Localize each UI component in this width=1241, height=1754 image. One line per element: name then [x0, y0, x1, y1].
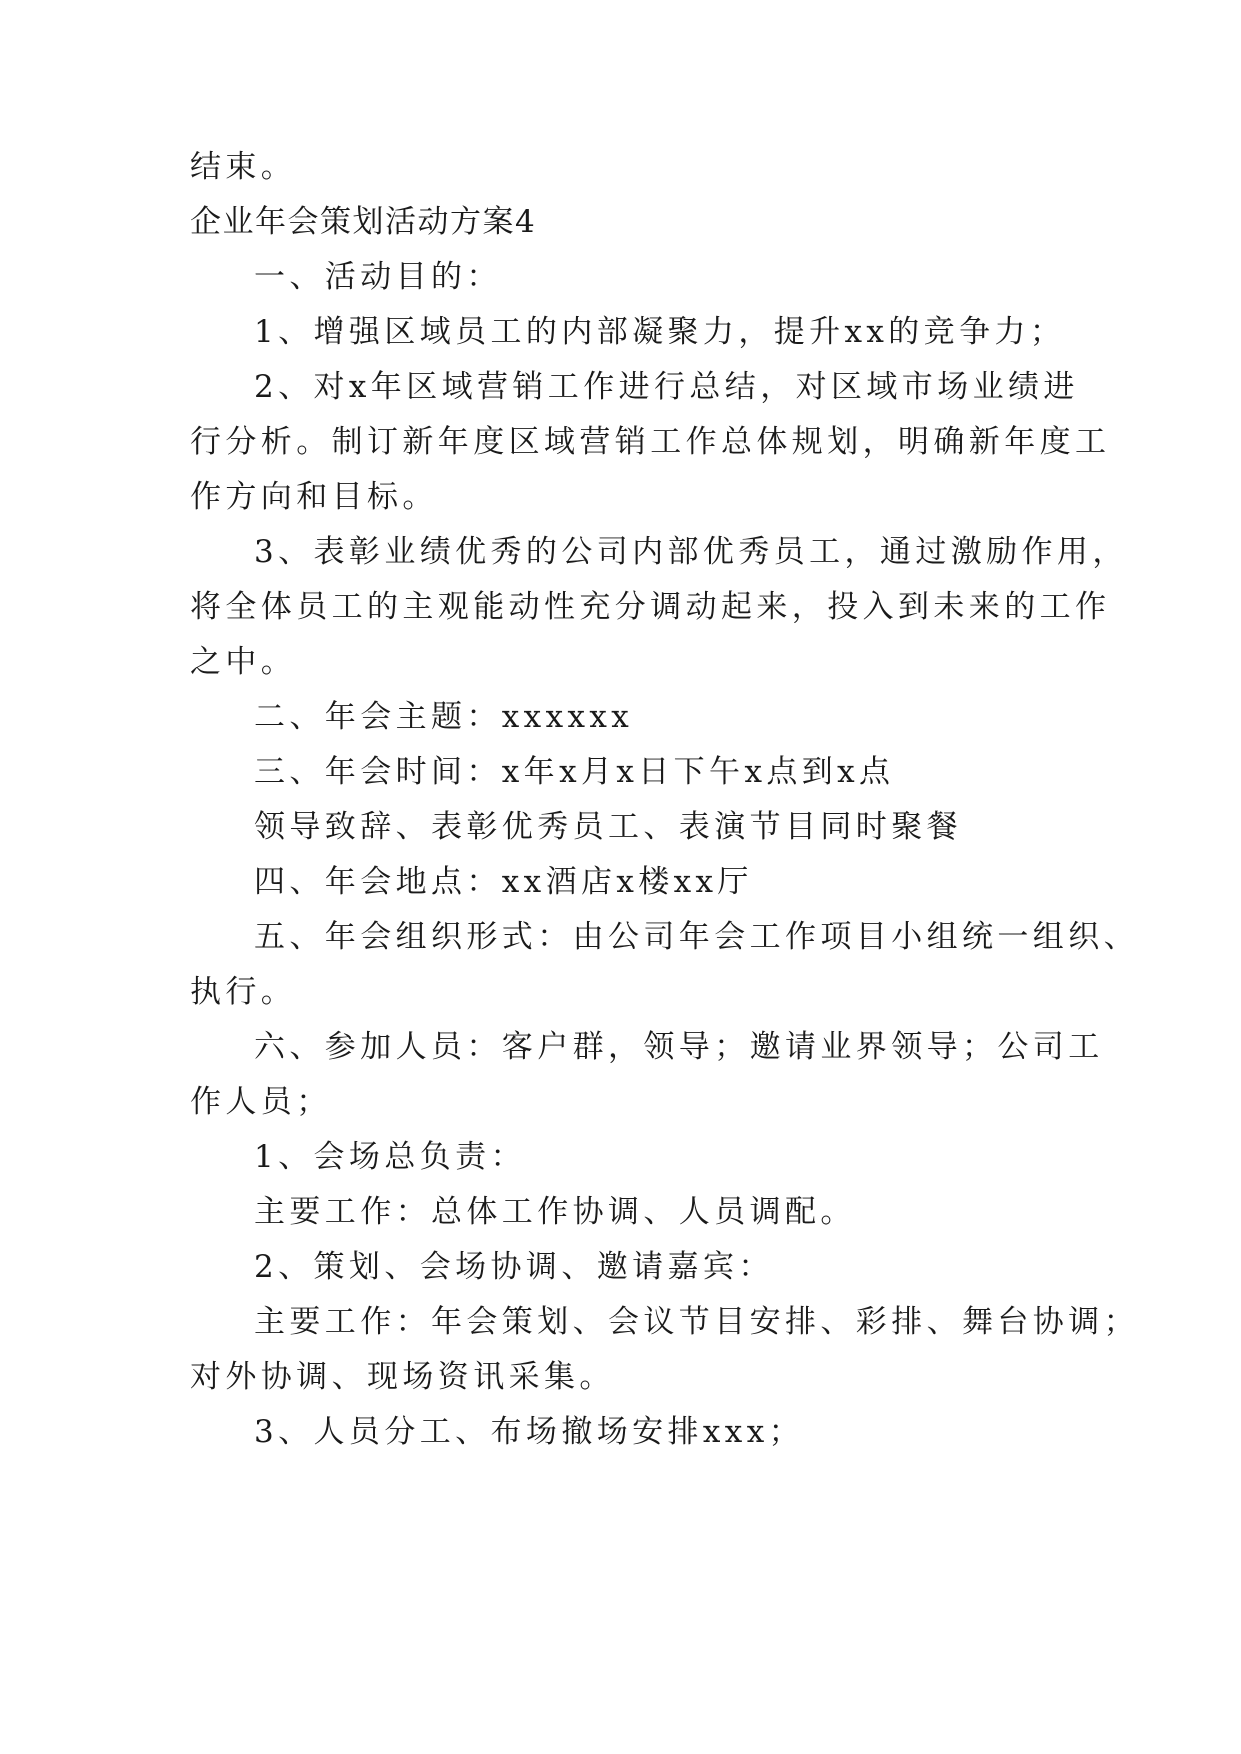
role-2-duties-line-2: 对外协调、现场资讯采集。: [190, 1359, 615, 1395]
heading-organization-line-1: 五、年会组织形式：由公司年会工作项目小组统一组织、: [254, 919, 1139, 955]
role-1-duties: 主要工作：总体工作协调、人员调配。: [254, 1194, 856, 1230]
role-1-title: 1、会场总负责：: [254, 1139, 526, 1175]
role-2-title: 2、策划、会场协调、邀请嘉宾：: [254, 1249, 774, 1285]
heading-activity-purpose: 一、活动目的：: [254, 259, 502, 295]
purpose-item-2-line-3: 作方向和目标。: [190, 479, 438, 515]
heading-theme: 二、年会主题：xxxxxx: [254, 699, 634, 735]
purpose-item-3-line-2: 将全体员工的主观能动性充分调动起来，投入到未来的工作: [190, 589, 1111, 625]
agenda-line: 领导致辞、表彰优秀员工、表演节目同时聚餐: [254, 809, 962, 845]
purpose-item-3-line-3: 之中。: [190, 644, 297, 680]
purpose-item-2-line-2: 行分析。制订新年度区域营销工作总体规划，明确新年度工: [190, 424, 1111, 460]
heading-time: 三、年会时间：x年x月x日下午x点到x点: [254, 754, 895, 790]
purpose-item-2-line-1: 2、对x年区域营销工作进行总结，对区域市场业绩进: [254, 369, 1079, 405]
heading-participants-line-2: 作人员；: [190, 1084, 332, 1120]
heading-organization-line-2: 执行。: [190, 974, 297, 1010]
role-3-title: 3、人员分工、布场撤场安排xxx；: [254, 1414, 804, 1450]
text-line-1: 结束。: [190, 149, 297, 185]
role-2-duties-line-1: 主要工作：年会策划、会议节目安排、彩排、舞台协调；: [254, 1304, 1139, 1340]
section-title: 企业年会策划活动方案4: [190, 204, 537, 240]
heading-location: 四、年会地点：xx酒店x楼xx厅: [254, 864, 753, 900]
purpose-item-1: 1、增强区域员工的内部凝聚力，提升xx的竞争力；: [254, 314, 1066, 350]
heading-participants-line-1: 六、参加人员：客户群，领导；邀请业界领导；公司工: [254, 1029, 1104, 1065]
purpose-item-3-line-1: 3、表彰业绩优秀的公司内部优秀员工，通过激励作用，: [254, 534, 1128, 570]
